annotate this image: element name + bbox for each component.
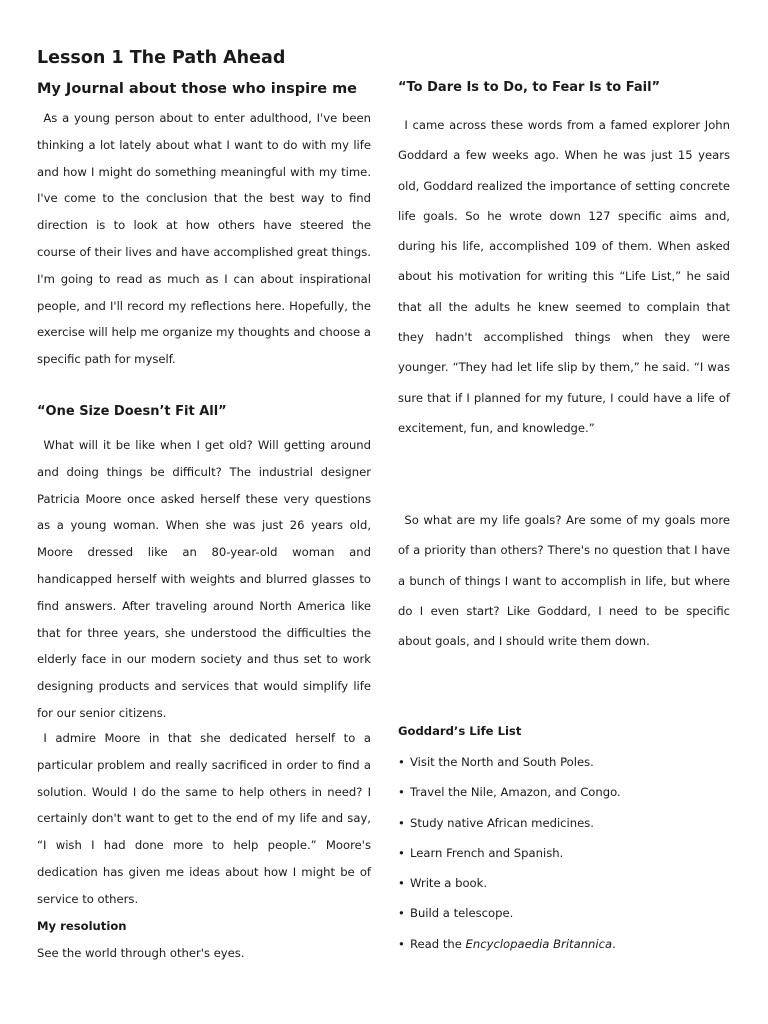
list-item: [398, 868, 730, 898]
list-item-text: Study native African medicines.: [410, 815, 594, 830]
moore-paragraph-2: I admire Moore in that she dedicated herself to a particular problem and really sacrificed in order to find a solution. Would I do the same to help others in need? I certainly don't want to get to the end of my life and say, “I wish I had done more to help people.” Moore's dedication has given me ideas about how I might be of service to others.: [37, 731, 371, 906]
list-item-text: Travel the Nile, Amazon, and Congo.: [410, 785, 621, 800]
list-item-text: Write a book.: [410, 876, 488, 891]
moore-paragraph-1: What will it be like when I get old? Will getting around and doing things be difficult? The industrial designer Patricia Moore once asked herself these very questions as a young woman. When she was just 26 years old, Moore dressed like an 80-year-old woman and handicapped herself with weights and blurred glasses to find answers. After traveling around North America like that for three years, she understood the difficulties the elderly face in our modern society and thus set to work designing products and services that would simplify life for our senior citizens.: [37, 438, 371, 720]
list-item-text: Build a telescope.: [410, 906, 514, 921]
intro-paragraph: As a young person about to enter adulthood, I've been thinking a lot lately about what I want to do with my life and how I might do something meaningful with my time. I've come to the conclusion that the best way to find direction is to look at how others have steered the course of their lives and have accomplished great things. I'm going to read as much as I can about inspirational people, and I'll record my reflections here. Hopefully, the exercise will help me organize my thoughts and choose a specific path for myself.: [37, 111, 371, 367]
list-item: [398, 747, 730, 777]
section-title-to-dare: “To Dare Is to Do, to Fear Is to Fail”: [398, 80, 661, 95]
list-item: [398, 777, 730, 807]
bullet-icon: •: [398, 815, 405, 830]
section-title-one-size: “One Size Doesn’t Fit All”: [37, 404, 227, 419]
bullet-icon: •: [398, 785, 405, 800]
life-list-title: Goddard’s Life List: [398, 724, 522, 738]
list-item: [398, 838, 730, 868]
bullet-icon: •: [398, 755, 405, 769]
resolution-text: See the world through other's eyes.: [37, 946, 245, 960]
list-item: [398, 929, 730, 959]
lesson-title: Lesson 1 The Path Ahead: [37, 48, 286, 68]
goddard-paragraph: I came across these words from a famed explorer John Goddard a few weeks ago. When he was just 15 years old, Goddard realized the importance of setting concrete life goals. So he wrote down 127 specific aims and, during his life, accomplished 109 of them. When asked about his motivation for writing this “Life List,” he said that all the adults he knew seemed to complain that they hadn't accomplished things when they were younger. “They had let life slip by them,” he said. “I was sure that if I planned for my future, I could have a life of excitement, fun, and knowledge.”: [398, 118, 730, 435]
list-item-text-suffix: .: [612, 936, 616, 951]
bullet-icon: •: [398, 876, 405, 891]
list-item: [398, 898, 730, 928]
list-item-text: Visit the North and South Poles.: [410, 755, 594, 769]
list-item: [398, 808, 730, 838]
journal-title: My Journal about those who inspire me: [37, 81, 358, 97]
life-list: [398, 747, 730, 959]
resolution-title: My resolution: [37, 919, 127, 933]
list-item-text: Learn French and Spanish.: [410, 845, 564, 860]
life-goals-paragraph: So what are my life goals? Are some of my goals more of a priority than others? There's no question that I have a bunch of things I want to accomplish in life, but where do I even start? Like Goddard, I need to be specific about goals, and I should write them down.: [398, 513, 730, 649]
bullet-icon: •: [398, 845, 405, 860]
list-item-text-prefix: Read the: [410, 936, 466, 951]
book-title: Encyclopaedia Britannica: [465, 936, 613, 951]
bullet-icon: •: [398, 936, 405, 951]
bullet-icon: •: [398, 906, 405, 921]
